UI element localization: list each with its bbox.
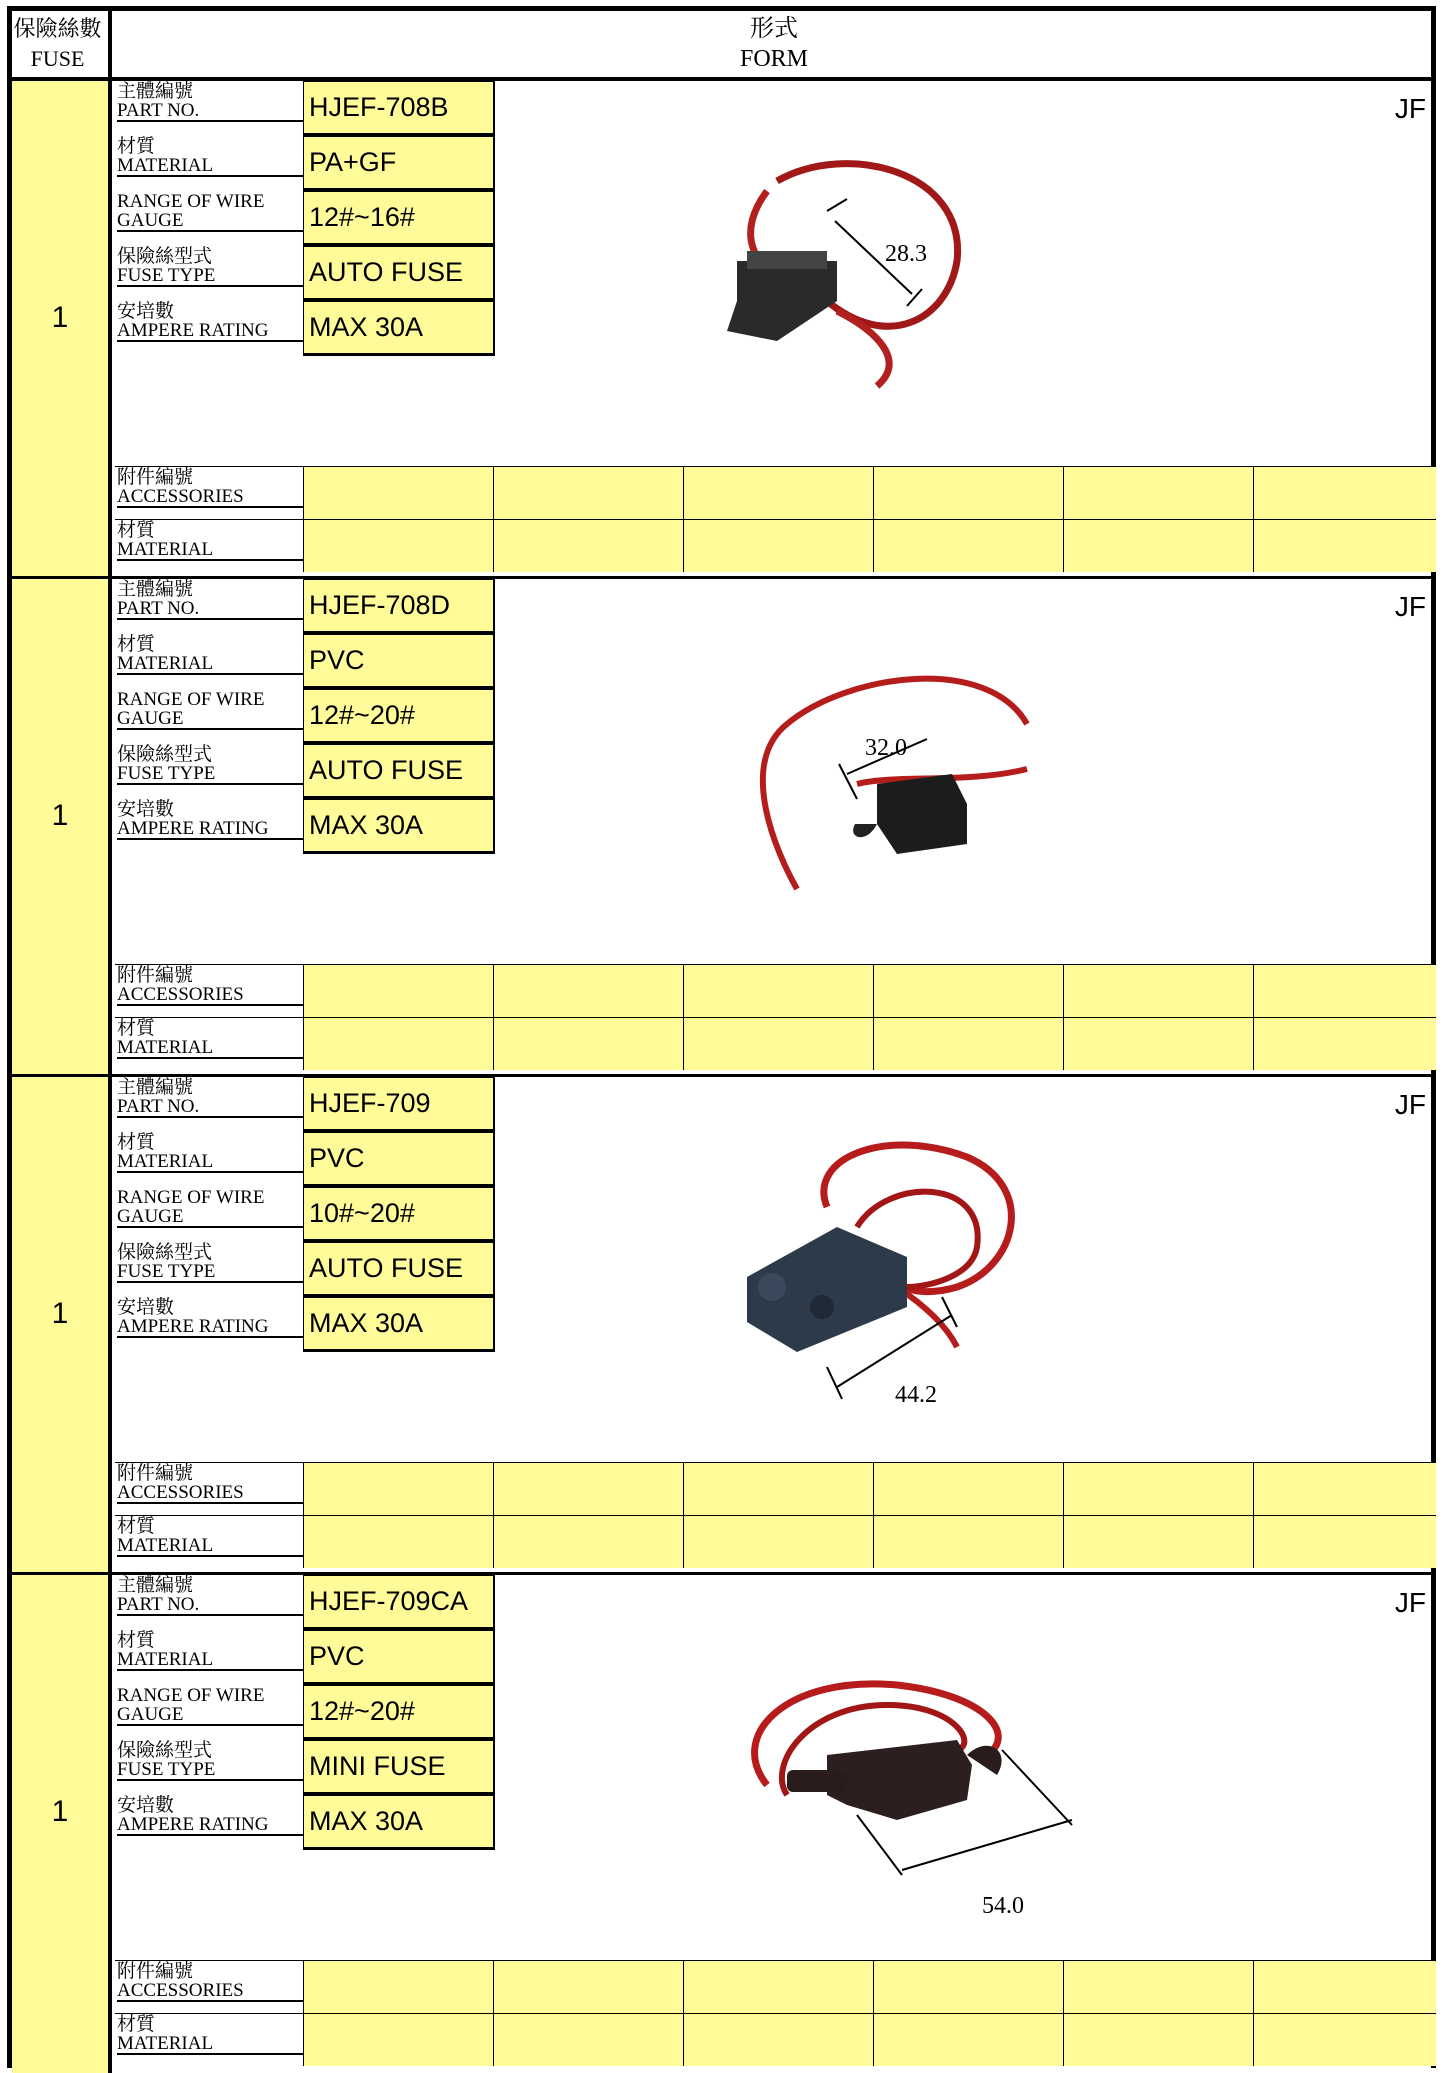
fuse-type-value: MINI FUSE	[303, 1740, 495, 1795]
accessory-material-cell	[303, 1515, 493, 1568]
accessory-material-cell	[303, 519, 493, 572]
material-label: 材質 MATERIAL	[115, 1132, 303, 1187]
header-form-en: FORM	[739, 46, 809, 72]
accessory-cell	[1063, 466, 1253, 519]
accessory-cell	[1253, 466, 1436, 519]
accessory-material-cell	[873, 2013, 1063, 2066]
accessory-material-cell	[303, 1017, 493, 1070]
product-section	[7, 579, 1436, 1077]
accessory-cell	[683, 964, 873, 1017]
part-no-value: HJEF-709	[303, 1077, 495, 1132]
accessory-cell	[1063, 964, 1253, 1017]
ampere-value: MAX 30A	[303, 301, 495, 356]
fuse-type-label: 保險絲型式 FUSE TYPE	[115, 1242, 303, 1297]
material-label: 材質 MATERIAL	[115, 634, 303, 689]
part-no-label: 主體編號 PART NO.	[115, 81, 303, 136]
accessory-material-cell	[873, 1017, 1063, 1070]
fuse-type-value: AUTO FUSE	[303, 246, 495, 301]
wire-gauge-label: RANGE OF WIRE GAUGE	[115, 191, 303, 246]
accessory-cell	[303, 1462, 493, 1515]
accessory-material-cell	[873, 1515, 1063, 1568]
accessory-material-cell	[683, 519, 873, 572]
accessory-cell	[1253, 1462, 1436, 1515]
accessory-cell	[303, 466, 493, 519]
fuse-count-cell	[12, 579, 112, 1077]
accessories-label: 附件編號 ACCESSORIES	[115, 1462, 303, 1515]
brand-mark: JF	[1394, 591, 1426, 622]
material-value: PA+GF	[303, 136, 495, 191]
ampere-label: 安培數 AMPERE RATING	[115, 1795, 303, 1850]
fuse-holder-photo	[727, 674, 1047, 914]
accessory-material-cell	[493, 2013, 683, 2066]
accessory-cell	[1253, 1960, 1436, 2013]
fuse-count-cell	[12, 81, 112, 579]
wire-gauge-value: 10#~20#	[303, 1187, 495, 1242]
accessory-material-cell	[1063, 1515, 1253, 1568]
part-no-value: HJEF-708B	[303, 81, 495, 136]
material-label: 材質 MATERIAL	[115, 1630, 303, 1685]
wire-gauge-label: RANGE OF WIRE GAUGE	[115, 689, 303, 744]
accessory-material-cell	[1253, 519, 1436, 572]
accessory-cell	[873, 1462, 1063, 1515]
wire-gauge-label: RANGE OF WIRE GAUGE	[115, 1187, 303, 1242]
wire-gauge-label: RANGE OF WIRE GAUGE	[115, 1685, 303, 1740]
part-no-value: HJEF-708D	[303, 579, 495, 634]
accessory-cell	[1253, 964, 1436, 1017]
accessory-material-cell	[1063, 1017, 1253, 1070]
accessory-material-label: 材質 MATERIAL	[115, 1017, 303, 1070]
accessory-cell	[493, 964, 683, 1017]
accessory-cell	[873, 466, 1063, 519]
accessory-cell	[493, 1462, 683, 1515]
accessory-material-cell	[873, 519, 1063, 572]
accessories-label: 附件編號 ACCESSORIES	[115, 466, 303, 519]
fuse-type-value: AUTO FUSE	[303, 1242, 495, 1297]
part-no-value: HJEF-709CA	[303, 1575, 495, 1630]
ampere-value: MAX 30A	[303, 799, 495, 854]
accessory-material-cell	[493, 1515, 683, 1568]
material-value: PVC	[303, 634, 495, 689]
accessory-cell	[683, 466, 873, 519]
accessory-cell	[873, 964, 1063, 1017]
accessory-cell	[683, 1960, 873, 2013]
dimension-label: 44.2	[895, 1382, 937, 1408]
material-value: PVC	[303, 1132, 495, 1187]
brand-mark: JF	[1394, 1089, 1426, 1120]
header-form	[112, 6, 1436, 81]
fuse-type-label: 保險絲型式 FUSE TYPE	[115, 1740, 303, 1795]
fuse-count: 1	[51, 1795, 69, 1828]
accessory-cell	[303, 1960, 493, 2013]
fuse-count: 1	[51, 301, 69, 334]
accessory-material-cell	[1253, 1017, 1436, 1070]
accessory-cell	[683, 1462, 873, 1515]
accessories-label: 附件編號 ACCESSORIES	[115, 964, 303, 1017]
accessory-cell	[303, 964, 493, 1017]
wire-gauge-value: 12#~16#	[303, 191, 495, 246]
accessory-material-cell	[1063, 519, 1253, 572]
accessory-material-label: 材質 MATERIAL	[115, 2013, 303, 2066]
fuse-type-label: 保險絲型式 FUSE TYPE	[115, 744, 303, 799]
part-no-label: 主體編號 PART NO.	[115, 579, 303, 634]
fuse-count-cell	[12, 1575, 112, 2073]
fuse-holder-photo	[727, 1655, 1087, 1895]
ampere-label: 安培數 AMPERE RATING	[115, 301, 303, 356]
fuse-type-label: 保險絲型式 FUSE TYPE	[115, 246, 303, 301]
part-no-label: 主體編號 PART NO.	[115, 1575, 303, 1630]
fuse-count: 1	[51, 1297, 69, 1330]
ampere-value: MAX 30A	[303, 1795, 495, 1850]
dimension-label: 28.3	[885, 241, 927, 267]
fuse-holder-photo	[707, 151, 1027, 391]
accessory-material-label: 材質 MATERIAL	[115, 1515, 303, 1568]
accessory-material-label: 材質 MATERIAL	[115, 519, 303, 572]
accessory-cell	[1063, 1960, 1253, 2013]
accessory-material-cell	[683, 1515, 873, 1568]
brand-mark: JF	[1394, 1587, 1426, 1618]
accessory-material-cell	[683, 2013, 873, 2066]
accessory-cell	[493, 1960, 683, 2013]
accessory-material-cell	[303, 2013, 493, 2066]
fuse-type-value: AUTO FUSE	[303, 744, 495, 799]
ampere-label: 安培數 AMPERE RATING	[115, 1297, 303, 1352]
wire-gauge-value: 12#~20#	[303, 689, 495, 744]
product-section	[7, 81, 1436, 579]
fuse-holder-photo	[727, 1137, 1047, 1427]
brand-mark: JF	[1394, 93, 1426, 124]
header-fuse-zh: 保險絲數	[13, 16, 102, 41]
ampere-value: MAX 30A	[303, 1297, 495, 1352]
product-section	[7, 1575, 1436, 2073]
accessory-material-cell	[683, 1017, 873, 1070]
material-label: 材質 MATERIAL	[115, 136, 303, 191]
fuse-count: 1	[51, 799, 69, 832]
header-fuse	[7, 6, 112, 81]
accessory-material-cell	[493, 519, 683, 572]
header-form-zh: 形式	[750, 16, 798, 42]
accessory-cell	[873, 1960, 1063, 2013]
accessories-label: 附件編號 ACCESSORIES	[115, 1960, 303, 2013]
accessory-material-cell	[493, 1017, 683, 1070]
header-fuse-en: FUSE	[30, 46, 85, 71]
ampere-label: 安培數 AMPERE RATING	[115, 799, 303, 854]
accessory-cell	[1063, 1462, 1253, 1515]
accessory-material-cell	[1253, 2013, 1436, 2066]
material-value: PVC	[303, 1630, 495, 1685]
accessory-material-cell	[1253, 1515, 1436, 1568]
fuse-count-cell	[12, 1077, 112, 1575]
accessory-cell	[493, 466, 683, 519]
product-section	[7, 1077, 1436, 1575]
wire-gauge-value: 12#~20#	[303, 1685, 495, 1740]
dimension-label: 32.0	[865, 735, 907, 761]
part-no-label: 主體編號 PART NO.	[115, 1077, 303, 1132]
accessory-material-cell	[1063, 2013, 1253, 2066]
dimension-label: 54.0	[982, 1893, 1024, 1919]
